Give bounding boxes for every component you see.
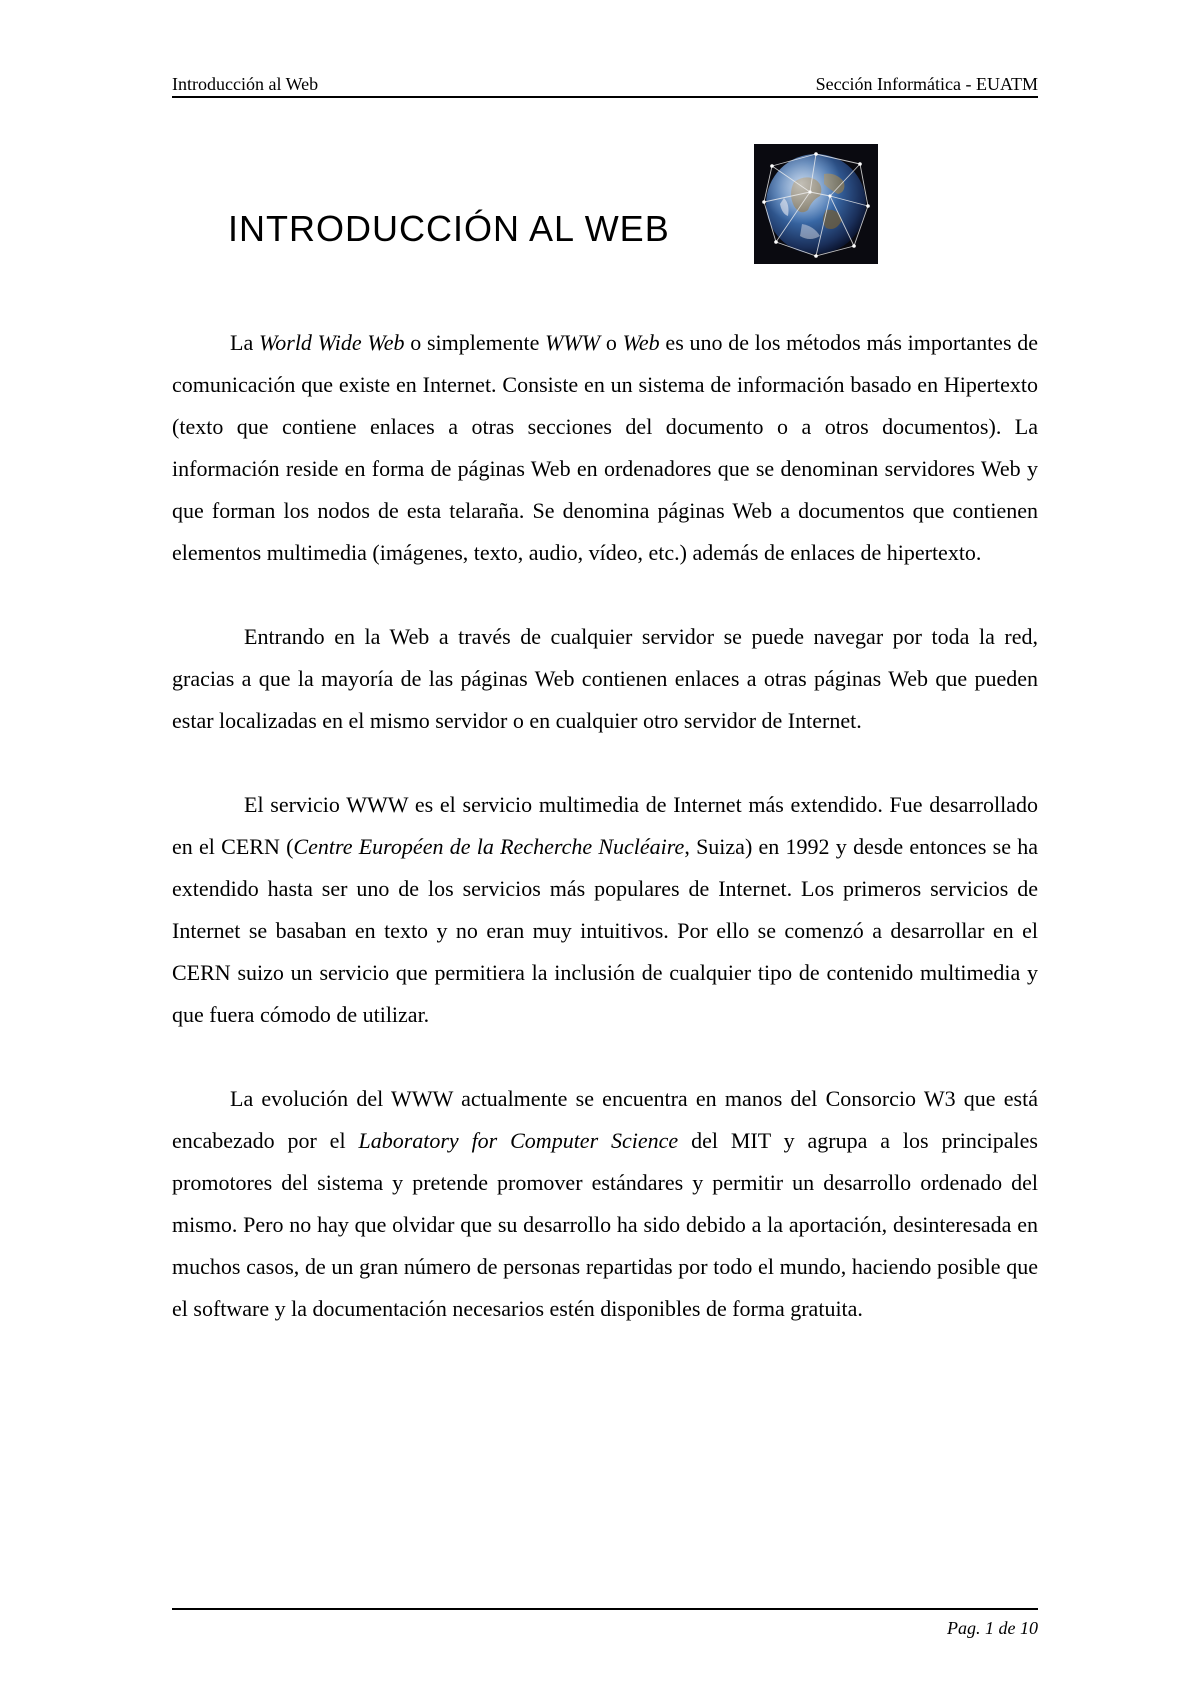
globe-network-icon <box>754 144 878 264</box>
header-rule <box>172 96 1038 98</box>
page-header <box>172 74 1038 98</box>
footer-rule <box>172 1608 1038 1610</box>
page-title: INTRODUCCIÓN AL WEB <box>228 208 670 249</box>
paragraph-3: El servicio WWW es el servicio multimedia de Internet más extendido. Fue desarrollado en el CERN (Centre Européen de la Recherche Nucléaire, Suiza) en 1992 y desde entonces se ha extendido hasta ser uno de los servicios más populares de Internet. Los primeros servicios de Internet se basaban en texto y no eran muy intuitivos. Por ello se comenzó a desarrollar en el CERN suizo un servicio que permitiera la inclusión de cualquier tipo de contenido multimedia y que fuera cómodo de utilizar. <box>172 792 1038 1027</box>
page-number: Pag. 1 de 10 <box>947 1618 1038 1638</box>
document-body <box>172 322 1038 1372</box>
paragraph-1: La World Wide Web o simplemente WWW o Web es uno de los métodos más importantes de comunicación que existe en Internet. Consiste en un sistema de información basado en Hipertexto (texto que contiene enlaces a otras secciones del documento o a otros documentos). La información reside en forma de páginas Web en ordenadores que se denominan servidores Web y que forman los nodos de esta telaraña. Se denomina páginas Web a documentos que contienen elementos multimedia (imágenes, texto, audio, vídeo, etc.) además de enlaces de hipertexto. <box>172 330 1039 565</box>
header-right-text: Sección Informática - EUATM <box>815 74 1038 94</box>
paragraph-4: La evolución del WWW actualmente se encuentra en manos del Consorcio W3 que está encabezado por el Laboratory for Computer Science del MIT y agrupa a los principales promotores del sistema y pretende promover estándares y permitir un desarrollo ordenado del mismo. Pero no hay que olvidar que su desarrollo ha sido debido a la aportación, desinteresada en muchos casos, de un gran número de personas repartidas por todo el mundo, haciendo posible que el software y la documentación necesarios estén disponibles de forma gratuita. <box>172 1086 1038 1321</box>
header-left-text: Introducción al Web <box>172 74 319 94</box>
paragraph-2: Entrando en la Web a través de cualquier servidor se puede navegar por toda la red, gracias a que la mayoría de las páginas Web contienen enlaces a otras páginas Web que pueden estar localizadas en el mismo servidor o en cualquier otro servidor de Internet. <box>172 624 1038 733</box>
